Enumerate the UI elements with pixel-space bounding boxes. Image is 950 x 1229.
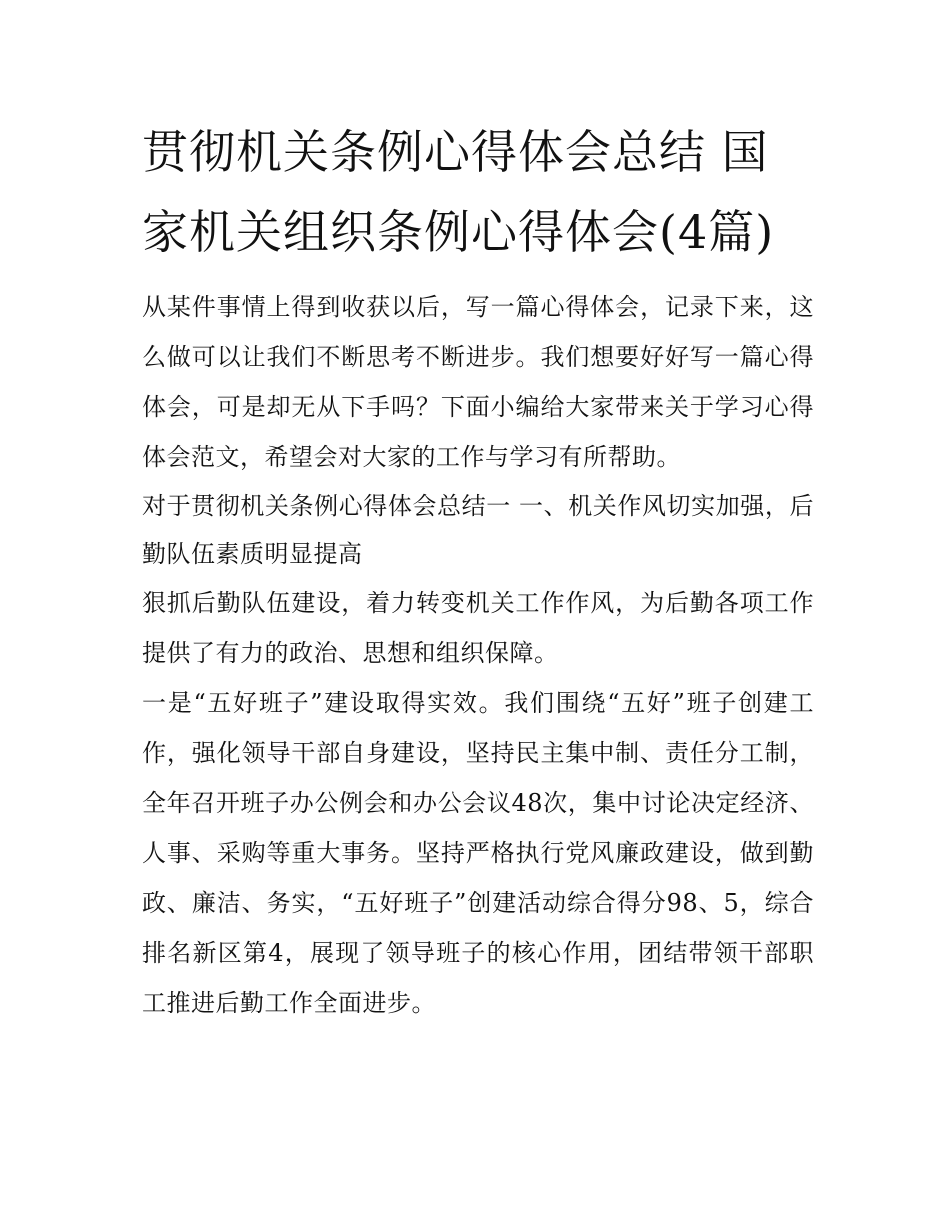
body-paragraph: 狠抓后勤队伍建设，着力转变机关工作作风，为后勤各项工作提供了有力的政治、思想和组织保障。 bbox=[142, 589, 814, 667]
intro-paragraph: 从某件事情上得到收获以后，写一篇心得体会，记录下来，这么做可以让我们不断思考不断进步。我们想要好好写一篇心得体会，可是却无从下手吗？下面小编给大家带来关于学习心得体会范文，希望会对大家的工作与学习有所帮助。 bbox=[142, 293, 814, 471]
document-title: 贯彻机关条例心得体会总结 国家机关组织条例心得体会(4篇) bbox=[142, 125, 775, 259]
document-page bbox=[142, 112, 814, 1028]
section-heading: 对于贯彻机关条例心得体会总结一 一、机关作风切实加强，后勤队伍素质明显提高 bbox=[142, 492, 814, 568]
body-paragraph: 一是“五好班子”建设取得实效。我们围绕“五好”班子创建工作，强化领导干部自身建设，坚持民主集中制、责任分工制，全年召开班子办公例会和办公会议48次，集中讨论决定经济、人事、采购等重大事务。坚持严格执行党风廉政建设，做到勤政、廉洁、务实，“五好班子”创建活动综合得分98、5，综合排名新区第4，展现了领导班子的核心作用，团结带领干部职工推进后勤工作全面进步。 bbox=[142, 689, 814, 1017]
